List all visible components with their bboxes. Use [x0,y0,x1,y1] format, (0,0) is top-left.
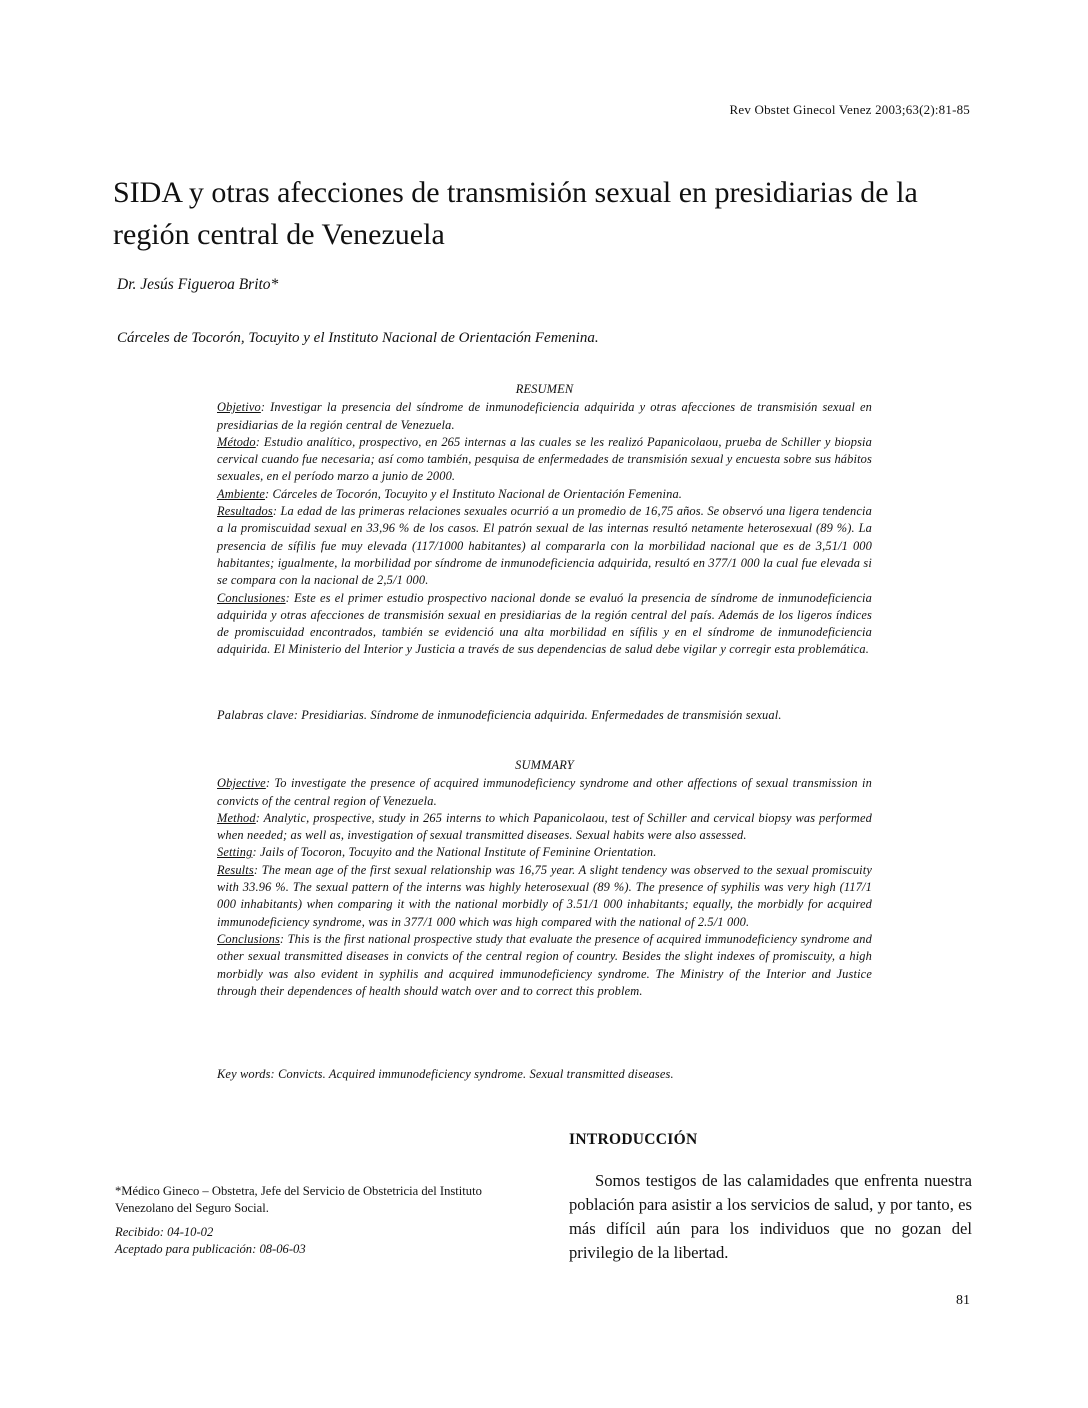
resumen-heading: RESUMEN [515,382,574,396]
section-text: : Este es el primer estudio prospectivo nacional donde se evaluó la presencia de síndrome de inmunodeficiencia adquirida y otras afecciones de transmisión sexual en presidiarias de la región central del país. Además de los ligeros índices de promiscuidad encontrados, también se evidenció una alta morbilidad en sífilis y en el síndrome de inmunodeficiencia adquirida. El Ministerio del Interior y Justicia a través de sus dependencias de salud debe vigilar y corregir esta problemática. [217,590,872,657]
summary-setting [217,844,872,861]
section-label: Results [217,862,254,877]
section-label: Método [217,434,256,449]
section-text: : To investigate the presence of acquired immunodeficiency syndrome and other affections of sexual transmission in convicts of the central region of Venezuela. [217,776,872,808]
summary-results [217,862,872,931]
page-number: 81 [956,1293,970,1308]
introduction-heading: INTRODUCCIÓN [569,1131,698,1148]
received-date: Recibido: 04-10-02 [115,1225,214,1239]
author-name: Dr. Jesús Figueroa Brito* [117,276,279,293]
footnote [115,1183,495,1258]
section-text: : The mean age of the first sexual relationship was 16,75 year. A slight tendency was observed to the sexual promiscuity with 33.96 %. The sexual pattern of the interns was highly heterosexual (89 %). The presence of syphilis was very high (117/1 000 inhabitants) when comparing it with the national morbidly of 3.51/1 000 inhabitants; equally, the morbidly for acquired immunodeficiency syndrome, was in 377/1 000 which was high compared with the national of 2.5/1 000. [217,862,872,929]
section-label: Conclusiones [217,590,286,605]
resumen-resultados [217,503,872,589]
section-text: : Jails of Tocoron, Tocuyito and the National Institute of Feminine Orientation. [252,845,657,860]
resumen-conclusiones [217,590,872,659]
section-label: Setting [217,845,253,860]
resumen-block [217,381,872,659]
article-title: SIDA y otras afecciones de transmisión sexual en presidiarias de la región central de Venezuela [113,176,918,251]
section-label: Objetivo [217,400,261,415]
summary-block [217,757,872,1000]
introduction-body: Somos testigos de las calamidades que enfrenta nuestra población para asistir a los servicios de salud, y por tanto, es más difícil aún para los individuos que no gozan del privilegio de la libertad. [569,1171,972,1262]
author-affiliation: Cárceles de Tocorón, Tocuyito y el Instituto Nacional de Orientación Femenina. [117,330,599,346]
resumen-objetivo [217,399,872,434]
key-words: Key words: Convicts. Acquired immunodeficiency syndrome. Sexual transmitted diseases. [217,1067,674,1081]
section-text: : Estudio analítico, prospectivo, en 265 internas a las cuales se les realizó Papanicolaou, prueba de Schiller y biopsia cervical cuando fue necesaria; así como también, pesquisa de enfermedades de transmisión sexual y encuesta sobre sus hábitos sexuales, en el período marzo a junio de 2000. [217,434,872,484]
section-text: : Analytic, prospective, study in 265 interns to which Papanicolaou, test of Schiller and cervical biopsy was performed when needed; as well as, investigation of sexual transmitted diseases. Sexual habits were also assessed. [217,810,872,843]
summary-heading: SUMMARY [515,758,574,772]
section-label: Resultados [217,504,273,519]
section-text: : La edad de las primeras relaciones sexuales ocurrió a un promedio de 16,75 años. Se observó una ligera tendencia a la promiscuidad sexual en 33,96 % de los casos. El patrón sexual de las internas resultó netamente heterosexual (89 %). La presencia de sífilis fue muy elevada (117/1000 habitantes) al compararla con la morbilidad nacional que es de 3,51/1 000 habitantes; igualmente, la morbilidad por síndrome de inmunodeficiencia adquirida, resultó en 377/1 000 la cual fue elevada si se compara con la nacional de 2,5/1 000. [217,504,872,588]
summary-conclusions [217,931,872,1000]
resumen-ambiente [217,486,872,503]
section-label: Method [217,810,256,825]
summary-objective [217,775,872,810]
palabras-clave: Palabras clave: Presidiarias. Síndrome de inmunodeficiencia adquirida. Enfermedades de transmisión sexual. [217,708,782,722]
resumen-metodo [217,434,872,486]
section-text: : This is the first national prospective study that evaluate the presence of acquired immunodeficiency syndrome and other sexual transmitted diseases in convicts of the central region of country. Besides the slight indexes of promiscuity, a high morbidly was also evident in syphilis and acquired immunodeficiency syndrome. The Ministry of the Interior and Justice through their dependences of health should watch over and to correct this problem. [217,931,872,998]
accepted-date: Aceptado para publicación: 08-06-03 [115,1242,306,1256]
section-text: : Investigar la presencia del síndrome de inmunodeficiencia adquirida y otras afecciones de transmisión sexual en presidiarias de la región central de Venezuela. [217,400,872,432]
summary-method [217,810,872,845]
author-note: *Médico Gineco – Obstetra, Jefe del Servicio de Obstetricia del Instituto Venezolano del Seguro Social. [115,1184,482,1215]
section-label: Objective [217,776,266,791]
section-text: : Cárceles de Tocorón, Tocuyito y el Instituto Nacional de Orientación Femenina. [265,486,683,501]
journal-reference: Rev Obstet Ginecol Venez 2003;63(2):81-85 [729,102,970,117]
section-label: Ambiente [217,486,265,501]
section-label: Conclusions [217,931,280,946]
